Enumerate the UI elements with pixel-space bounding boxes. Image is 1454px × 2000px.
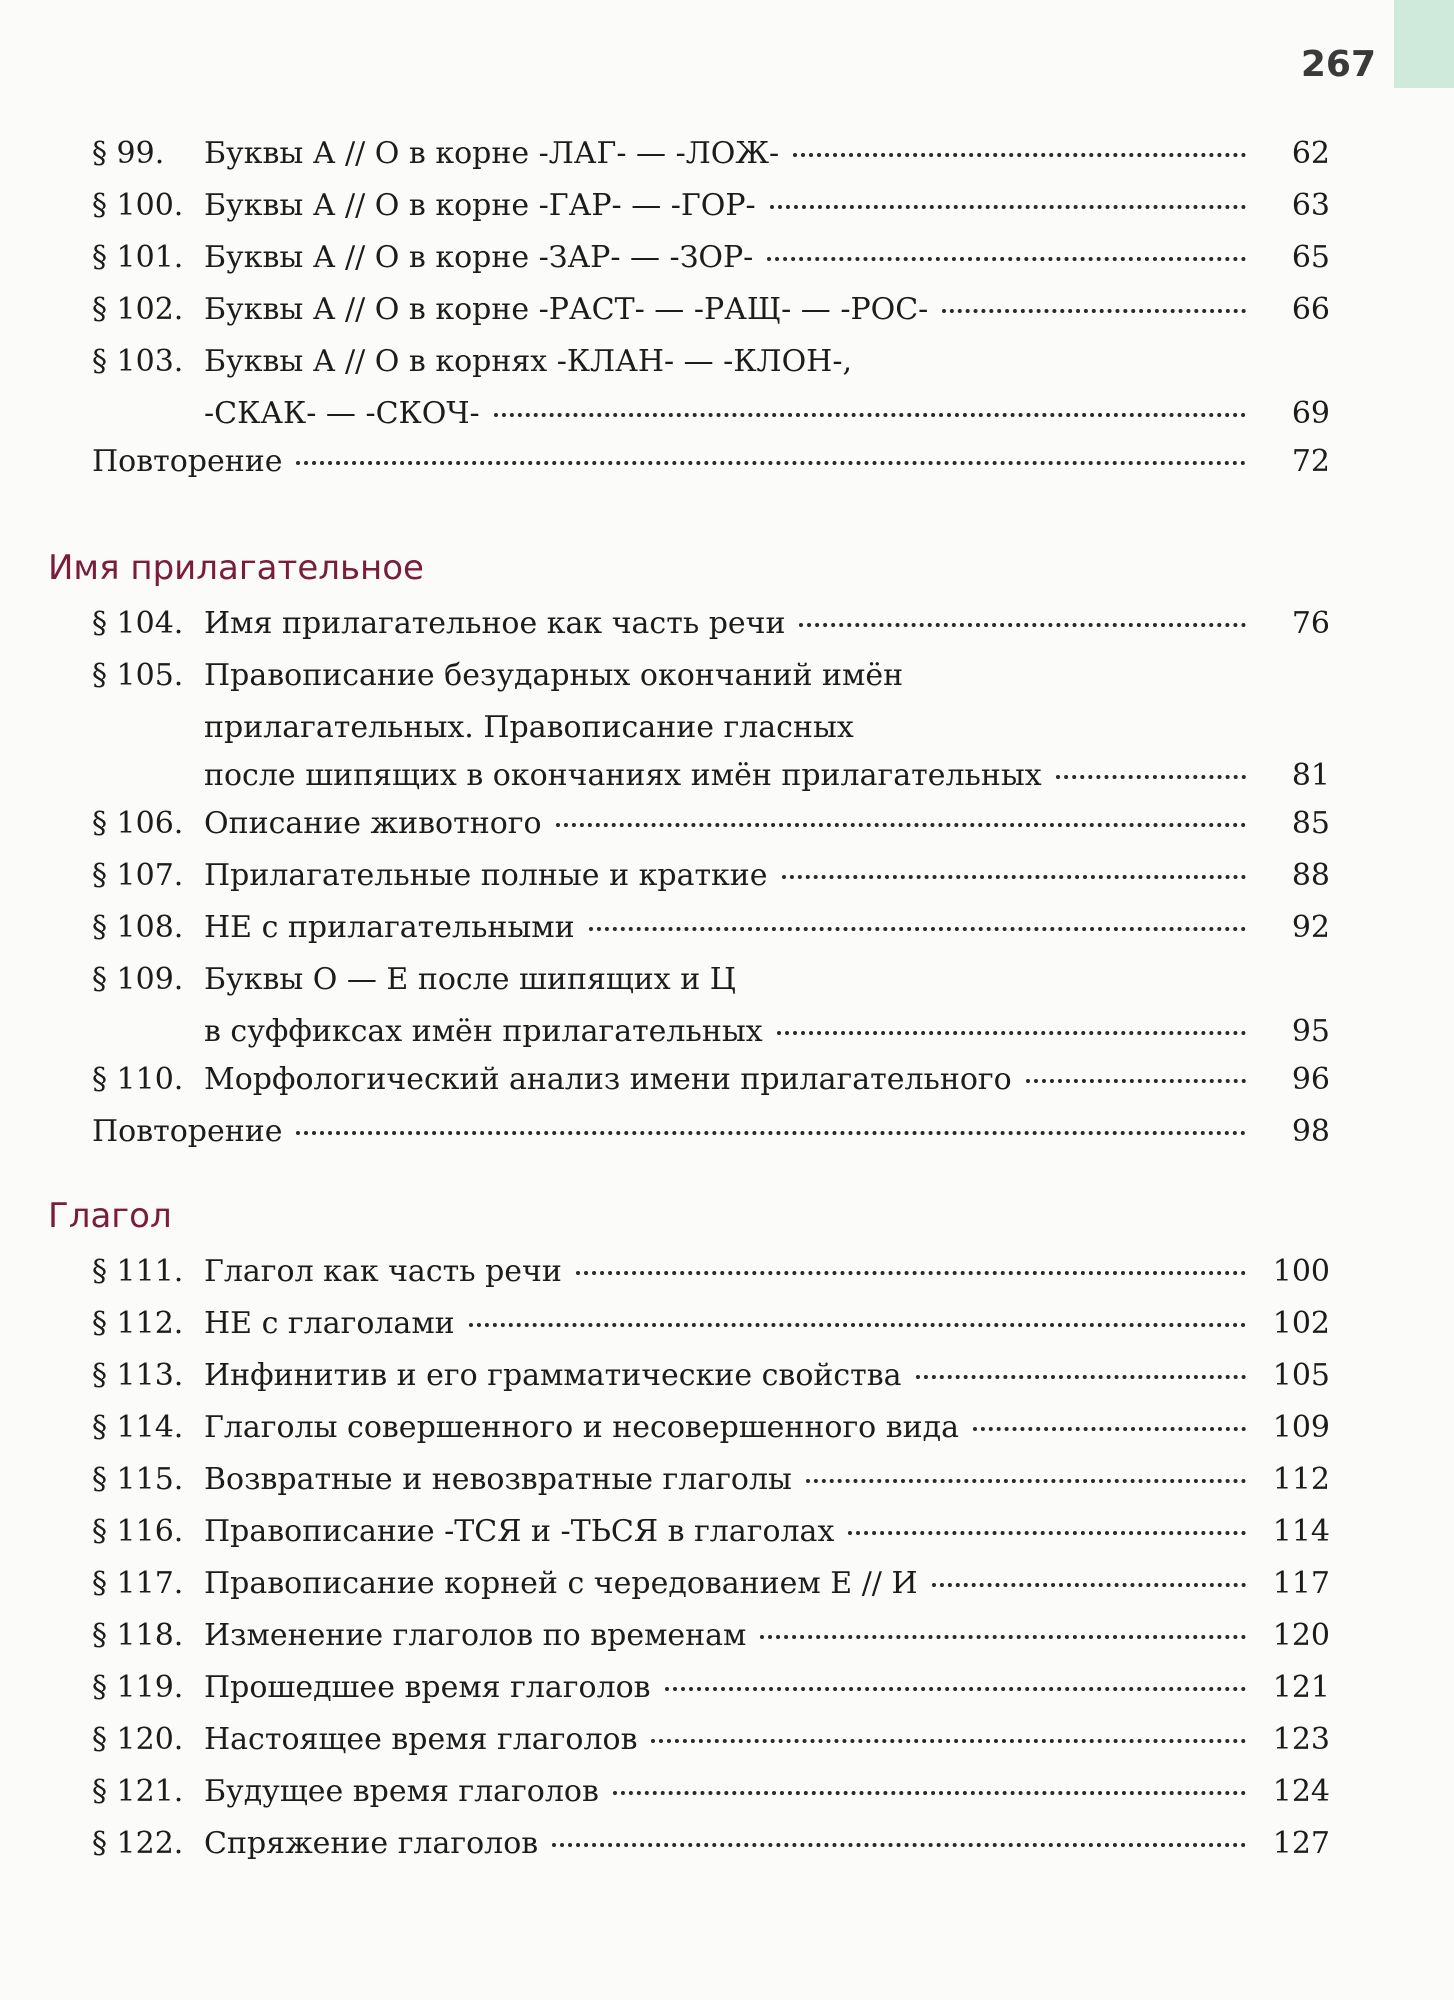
paragraph-number: § 111. [92,1254,184,1289]
entry-page-number: 96 [1291,1062,1330,1097]
entry-title: Описание животного [204,806,542,841]
entry-title: Настоящее время глаголов [204,1722,638,1757]
entry-page-number: 120 [1272,1618,1330,1653]
dot-leader [767,255,1246,261]
dot-leader [806,1477,1246,1483]
entry-page-number: 95 [1291,1014,1330,1049]
paragraph-number: § 112. [92,1306,184,1341]
toc-entry [92,806,1330,858]
toc-entry [92,444,1330,496]
paragraph-number: § 121. [92,1774,184,1809]
entry-page-number: 62 [1291,136,1330,171]
toc-entry [92,1358,1330,1410]
entry-title: Буквы А // О в корне -ЗАР- — -ЗОР- [204,240,754,275]
entry-title: Имя прилагательное как часть речи [204,606,786,641]
toc-entry [92,1566,1330,1618]
dot-leader [613,1789,1246,1795]
dot-leader [1056,773,1246,779]
entry-title: Повторение [92,1114,283,1149]
paragraph-number: § 116. [92,1514,184,1549]
entry-title: Повторение [92,444,283,479]
entry-page-number: 88 [1291,858,1330,893]
toc-entry [92,1774,1330,1826]
dot-leader [777,1029,1246,1035]
entry-title: Буквы А // О в корне -РАСТ- — -РАЩ- — -РОС- [204,292,929,327]
paragraph-number: § 108. [92,910,184,945]
entry-title: Буквы А // О в корнях -КЛАН- — -КЛОН-, [204,344,853,379]
entry-title: -СКАК- — -СКОЧ- [204,396,480,431]
toc-entry [92,858,1330,910]
entry-page-number: 72 [1291,444,1330,479]
entry-title: после шипящих в окончаниях имён прилагательных [204,758,1042,793]
section-heading: Глагол [48,1196,172,1236]
toc-entry [92,1722,1330,1774]
dot-leader [942,307,1246,313]
entry-title: Правописание корней с чередованием Е // И [204,1566,918,1601]
paragraph-number: § 103. [92,344,184,379]
toc-entry [92,658,1330,806]
dot-leader [799,621,1246,627]
entry-title: Буквы А // О в корне -ЛАГ- — -ЛОЖ- [204,136,780,171]
entry-title: НЕ с глаголами [204,1306,455,1341]
toc-entry [92,292,1330,344]
dot-leader [576,1269,1246,1275]
dot-leader [760,1633,1246,1639]
entry-title: Глагол как часть речи [204,1254,562,1289]
entry-page-number: 63 [1291,188,1330,223]
dot-leader [296,1129,1246,1135]
entry-title: Спряжение глаголов [204,1826,539,1861]
entry-page-number: 123 [1272,1722,1330,1757]
toc-entry [92,1306,1330,1358]
page-number: 267 [1300,44,1376,85]
toc-entry [92,1514,1330,1566]
entry-title: Глаголы совершенного и несовершенного вида [204,1410,960,1445]
entry-title: прилагательных. Правописание гласных [204,710,854,745]
paragraph-number: § 106. [92,806,184,841]
entry-title: Правописание безударных окончаний имён [204,658,904,693]
entry-title: НЕ с прилагательными [204,910,575,945]
toc-entry [92,1254,1330,1306]
entry-title: Правописание -ТСЯ и -ТЬСЯ в глаголах [204,1514,835,1549]
entry-title: Возвратные и невозвратные глаголы [204,1462,792,1497]
toc-entry [92,962,1330,1062]
entry-page-number: 66 [1291,292,1330,327]
entry-title: Инфинитив и его грамматические свойства [204,1358,902,1393]
entry-page-number: 100 [1272,1254,1330,1289]
toc-entry [92,1114,1330,1166]
entry-title: Прилагательные полные и краткие [204,858,768,893]
toc-entry [92,1826,1330,1878]
entry-title: Изменение глаголов по временам [204,1618,747,1653]
entry-page-number: 121 [1272,1670,1330,1705]
paragraph-number: § 117. [92,1566,184,1601]
dot-leader [665,1685,1246,1691]
toc-entry [92,606,1330,658]
entry-title: в суффиксах имён прилагательных [204,1014,763,1049]
toc-entry [92,1618,1330,1670]
paragraph-number: § 107. [92,858,184,893]
entry-page-number: 127 [1272,1826,1330,1861]
entry-title: Буквы О — Е после шипящих и Ц [204,962,736,997]
entry-page-number: 124 [1272,1774,1330,1809]
entry-page-number: 114 [1272,1514,1330,1549]
toc-entry [92,1062,1330,1114]
paragraph-number: § 120. [92,1722,184,1757]
paragraph-number: § 104. [92,606,184,641]
paragraph-number: § 114. [92,1410,184,1445]
entry-page-number: 98 [1291,1114,1330,1149]
entry-title: Прошедшее время глаголов [204,1670,651,1705]
paragraph-number: § 122. [92,1826,184,1861]
paragraph-number: § 115. [92,1462,184,1497]
paragraph-number: § 118. [92,1618,184,1653]
entry-page-number: 76 [1291,606,1330,641]
toc-entry [92,1670,1330,1722]
entry-title: Буквы А // О в корне -ГАР- — -ГОР- [204,188,756,223]
entry-page-number: 102 [1272,1306,1330,1341]
paragraph-number: § 101. [92,240,184,275]
dot-leader [782,873,1246,879]
toc-entry [92,1410,1330,1462]
entry-page-number: 81 [1291,758,1330,793]
dot-leader [651,1737,1246,1743]
paragraph-number: § 99. [92,136,165,171]
dot-leader [793,151,1246,157]
entry-page-number: 85 [1291,806,1330,841]
dot-leader [973,1425,1246,1431]
dot-leader [552,1841,1246,1847]
entry-page-number: 109 [1272,1410,1330,1445]
paragraph-number: § 100. [92,188,184,223]
paragraph-number: § 105. [92,658,184,693]
entry-page-number: 117 [1272,1566,1330,1601]
toc-entry [92,1462,1330,1514]
dot-leader [589,925,1246,931]
entry-page-number: 112 [1272,1462,1330,1497]
dot-leader [494,411,1246,417]
toc-entry [92,188,1330,240]
dot-leader [848,1529,1246,1535]
paragraph-number: § 113. [92,1358,184,1393]
dot-leader [770,203,1246,209]
dot-leader [1026,1077,1246,1083]
paragraph-number: § 109. [92,962,184,997]
paragraph-number: § 119. [92,1670,184,1705]
dot-leader [296,459,1246,465]
dot-leader [469,1321,1246,1327]
entry-title: Морфологический анализ имени прилагательного [204,1062,1012,1097]
entry-page-number: 69 [1291,396,1330,431]
dot-leader [916,1373,1246,1379]
section-heading: Имя прилагательное [48,548,424,588]
page-number-tab [1394,0,1454,88]
dot-leader [932,1581,1246,1587]
entry-page-number: 92 [1291,910,1330,945]
toc-entry [92,240,1330,292]
toc-entry [92,910,1330,962]
entry-page-number: 65 [1291,240,1330,275]
entry-page-number: 105 [1272,1358,1330,1393]
dot-leader [556,821,1246,827]
entry-title: Будущее время глаголов [204,1774,599,1809]
toc-entry [92,344,1330,444]
paragraph-number: § 102. [92,292,184,327]
toc-entry [92,136,1330,188]
paragraph-number: § 110. [92,1062,184,1097]
